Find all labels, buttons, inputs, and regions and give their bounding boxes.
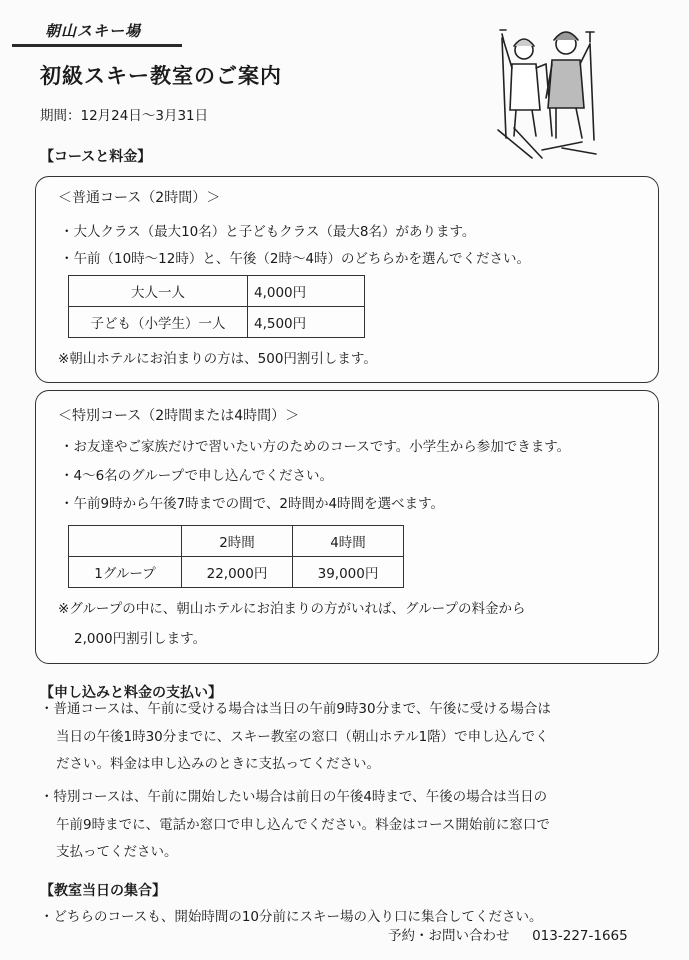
application-line: ださい。料金は申し込みのときに支払ってください。 <box>56 756 380 772</box>
table-row <box>69 526 404 557</box>
application-line: ・特別コースは、午前に開始したい場合は前日の午後4時まで、午後の場合は当日の <box>40 789 548 805</box>
special-note-line-2: 2,000円割引します。 <box>74 631 207 647</box>
page-title: 初級スキー教室のご案内 <box>40 64 282 88</box>
table-cell-2h-price: 22,000円 <box>182 557 293 588</box>
table-header-empty <box>69 526 182 557</box>
contact-label: 予約・お問い合わせ <box>388 928 510 944</box>
courses-heading: 【コースと料金】 <box>40 149 152 165</box>
special-course-heading: ＜特別コース（2時間または4時間）＞ <box>58 408 300 424</box>
meeting-text: ・どちらのコースも、開始時間の10分前にスキー場の入り口に集合してください。 <box>40 909 543 925</box>
table-cell-price: 4,000円 <box>248 276 365 307</box>
regular-note: ※朝山ホテルにお泊まりの方は、500円割引します。 <box>58 351 377 367</box>
skiers-illustration <box>492 20 602 160</box>
application-line: 当日の午後1時30分までに、スキー教室の窓口（朝山ホテル1階）で申し込んでく <box>56 728 549 745</box>
meeting-heading: 【教室当日の集合】 <box>40 883 166 899</box>
header-underline <box>12 44 182 47</box>
application-item-2 <box>40 784 550 867</box>
table-row <box>69 557 404 588</box>
table-cell-price: 4,500円 <box>248 307 365 338</box>
application-line: 支払ってください。 <box>56 844 178 860</box>
special-price-table <box>68 525 404 588</box>
table-cell-4h-price: 39,000円 <box>293 557 404 588</box>
organization-name: 朝山スキー場 <box>45 22 142 40</box>
contact-phone: 013-227-1665 <box>532 928 628 944</box>
application-item-1 <box>40 696 551 779</box>
application-heading: 【申し込みと料金の支払い】 <box>40 685 222 701</box>
table-cell-label: 大人一人 <box>69 276 248 307</box>
period-text: 期間：12月24日～3月31日 <box>40 108 209 124</box>
regular-bullet-2: ・午前（10時～12時）と、午後（2時～4時）のどちらかを選んでください。 <box>60 251 531 267</box>
special-bullet-1: ・お友達やご家族だけで習いたい方のためのコースです。小学生から参加できます。 <box>60 439 571 455</box>
special-note-line-1: ※グループの中に、朝山ホテルにお泊まりの方がいれば、グループの料金から <box>58 601 526 617</box>
regular-price-table <box>68 275 365 338</box>
application-line: ・普通コースは、午前に受ける場合は当日の午前9時30分まで、午後に受ける場合は <box>40 701 551 717</box>
application-line: 午前9時までに、電話か窓口で申し込んでください。料金はコース開始前に窓口で <box>56 816 550 833</box>
table-row <box>69 276 365 307</box>
special-bullet-3: ・午前9時から午後7時までの間で、2時間か4時間を選べます。 <box>60 496 445 512</box>
table-cell-label: 子ども（小学生）一人 <box>69 307 248 338</box>
special-bullet-2: ・4～6名のグループで申し込んでください。 <box>60 468 334 484</box>
regular-course-box <box>35 176 659 383</box>
special-course-box <box>35 390 659 664</box>
regular-course-heading: ＜普通コース（2時間）＞ <box>58 190 221 206</box>
table-row <box>69 307 365 338</box>
table-header-2h: 2時間 <box>182 526 293 557</box>
regular-bullet-1: ・大人クラス（最大10名）と子どもクラス（最大8名）があります。 <box>60 224 476 240</box>
table-header-4h: 4時間 <box>293 526 404 557</box>
table-cell-label: 1グループ <box>69 557 182 588</box>
contact-line <box>388 924 628 944</box>
